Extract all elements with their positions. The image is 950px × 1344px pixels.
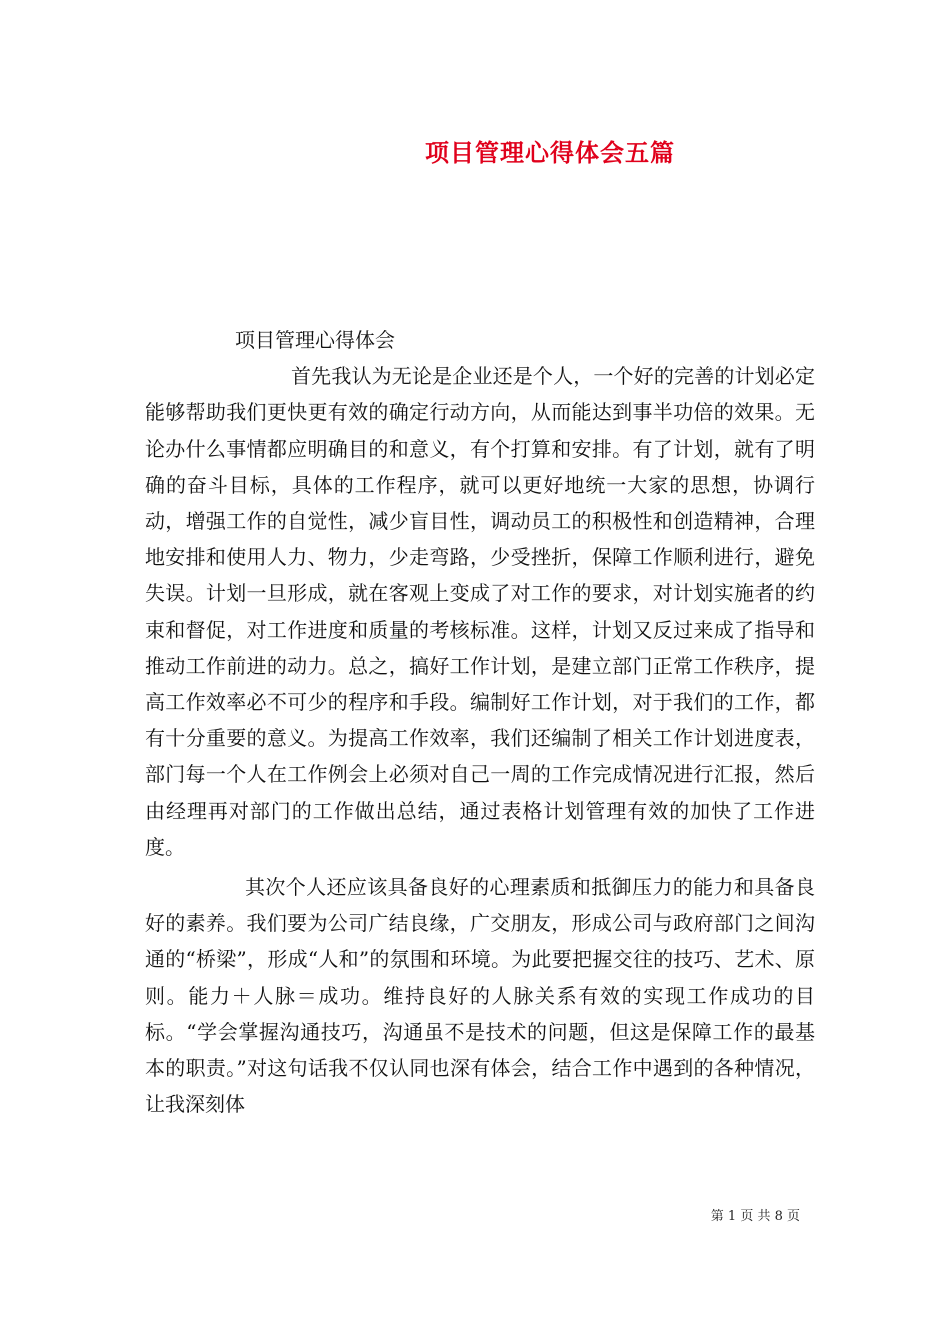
page-title: 项目管理心得体会五篇 [425,138,675,167]
paragraph-2: 其次个人还应该具备良好的心理素质和抵御压力的能力和具备良好的素养。我们要为公司广结良缘，广交朋友，形成公司与政府部门之间沟通的“桥梁”，形成“人和”的氛围和环境。为此要把握交往的技巧、艺术、原则。能力＋人脉＝成功。维持良好的人脉关系有效的实现工作成功的目标。“学会掌握沟通技巧，沟通虽不是技术的问题，但这是保障工作的最基本的职责。”对这句话我不仅认同也深有体会，结合工作中遇到的各种情况，让我深刻体 [145,875,815,1117]
paragraph-1: 首先我认为无论是企业还是个人，一个好的完善的计划必定能够帮助我们更快更有效的确定行动方向，从而能达到事半功倍的效果。无论办什么事情都应明确目的和意义，有个打算和安排。有了计划，就有了明确的奋斗目标，具体的工作程序，就可以更好地统一大家的思想，协调行动，增强工作的自觉性，减少盲目性，调动员工的积极性和创造精神，合理地安排和使用人力、物力，少走弯路，少受挫折，保障工作顺利进行，避免失误。计划一旦形成，就在客观上变成了对工作的要求，对计划实施者的约束和督促，对工作进度和质量的考核标准。这样，计划又反过来成了指导和推动工作前进的动力。总之，搞好工作计划，是建立部门正常工作秩序，提高工作效率必不可少的程序和手段。编制好工作计划，对于我们的工作，都有十分重要的意义。为提高工作效率，我们还编制了相关工作计划进度表，部门每一个人在工作例会上必须对自己一周的工作完成情况进行汇报，然后由经理再对部门的工作做出总结，通过表格计划管理有效的加快了工作进度。 [145,364,815,859]
document-body [145,322,815,1122]
section-heading: 项目管理心得体会 [235,328,395,352]
page-footer: 第 1 页 共 8 页 [710,1209,800,1224]
